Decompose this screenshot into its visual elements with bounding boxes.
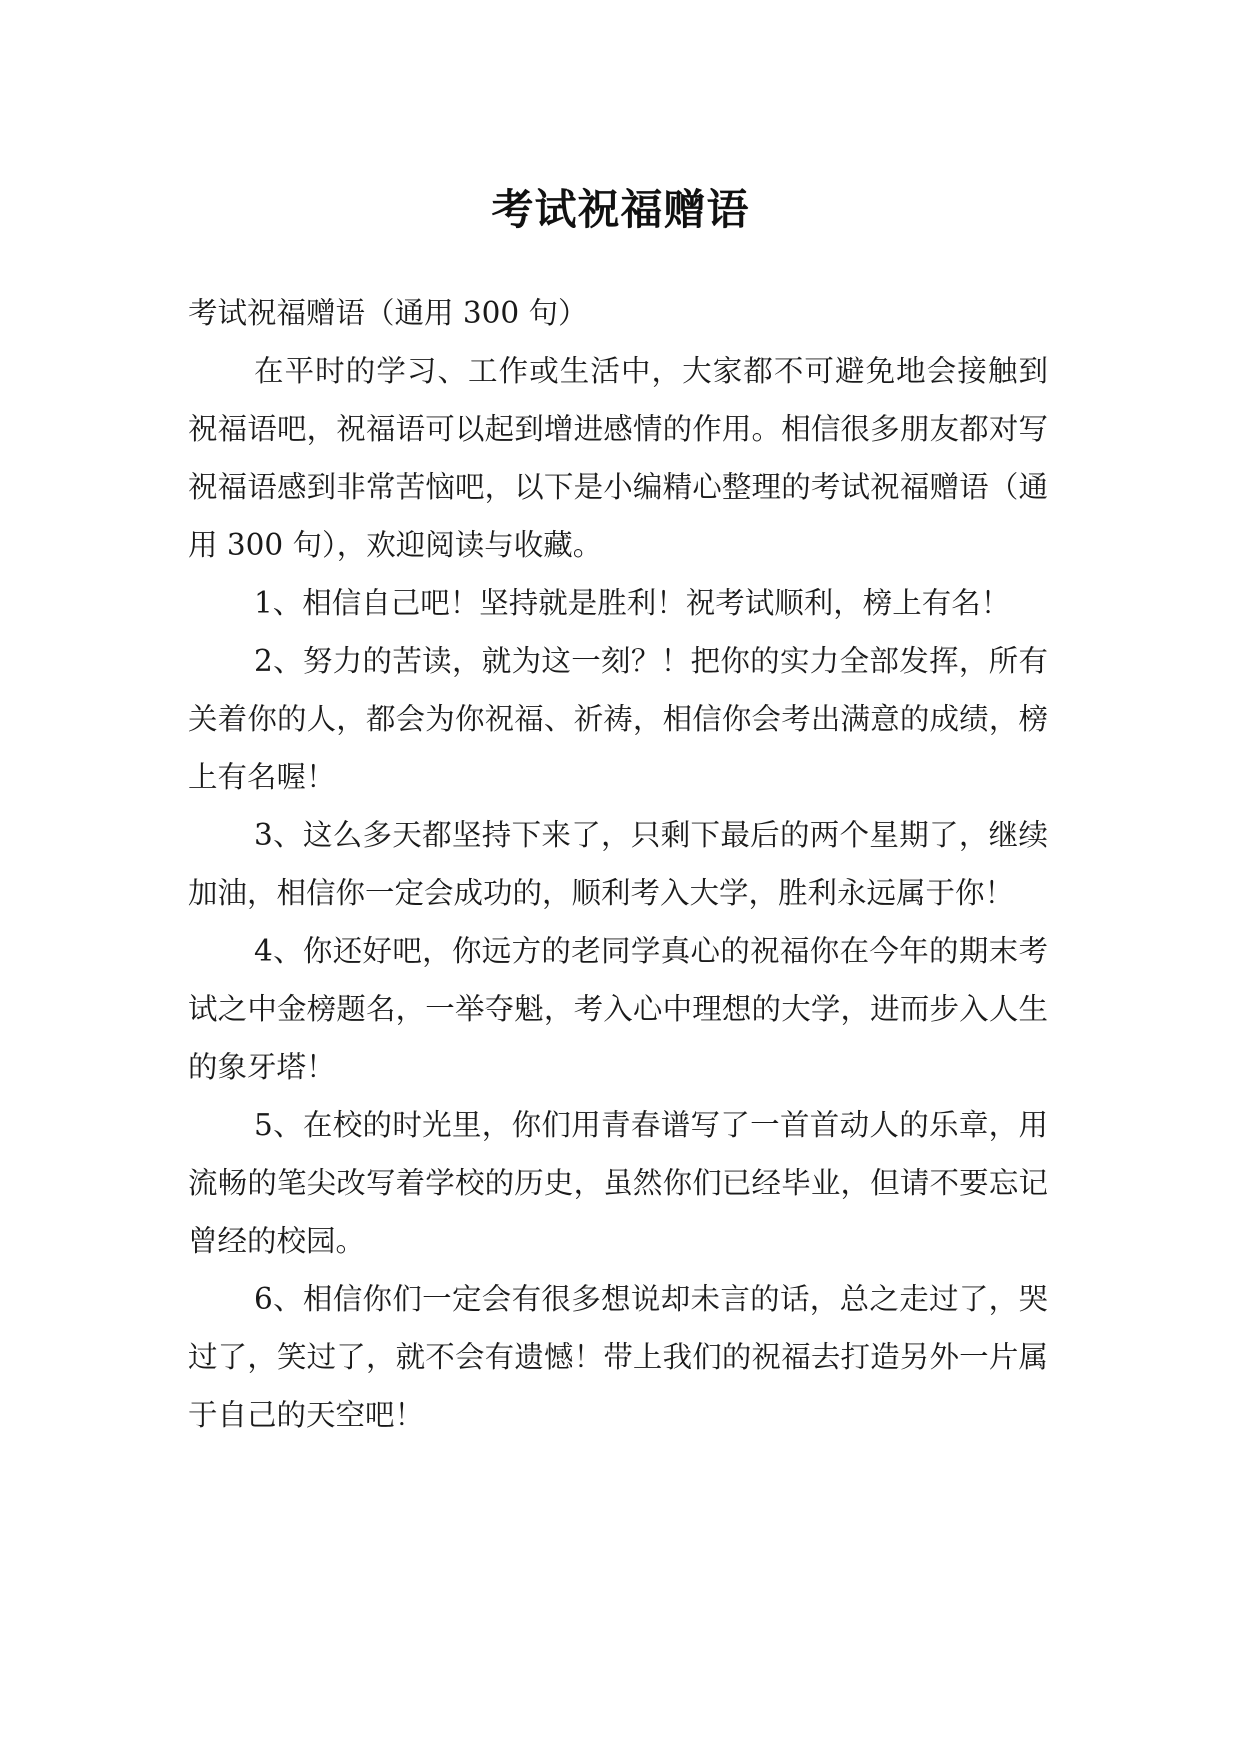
blessing-item-4: 4、你还好吧，你远方的老同学真心的祝福你在今年的期末考试之中金榜题名，一举夺魁，考入心中理想的大学，进而步入人生的象牙塔！: [188, 934, 1048, 1084]
blessing-item-3: 3、这么多天都坚持下来了，只剩下最后的两个星期了，继续加油，相信你一定会成功的，顺利考入大学，胜利永远属于你！: [188, 818, 1048, 910]
blessing-item-5: 5、在校的时光里，你们用青春谱写了一首首动人的乐章，用流畅的笔尖改写着学校的历史，虽然你们已经毕业，但请不要忘记曾经的校园。: [188, 1108, 1048, 1258]
document-subtitle: 考试祝福赠语（通用 300 句）: [188, 296, 588, 330]
blessing-item-6: 6、相信你们一定会有很多想说却未言的话，总之走过了，哭过了，笑过了，就不会有遗憾！带上我们的祝福去打造另外一片属于自己的天空吧！: [188, 1282, 1048, 1432]
intro-paragraph: 在平时的学习、工作或生活中，大家都不可避免地会接触到祝福语吧，祝福语可以起到增进感情的作用。相信很多朋友都对写祝福语感到非常苦恼吧，以下是小编精心整理的考试祝福赠语（通用 300 句），欢迎阅读与收藏。: [188, 354, 1048, 562]
blessing-item-2: 2、努力的苦读，就为这一刻？！把你的实力全部发挥，所有关着你的人，都会为你祝福、祈祷，相信你会考出满意的成绩，榜上有名喔！: [188, 644, 1048, 794]
page-title: 考试祝福赠语: [491, 185, 750, 235]
blessing-item-1: 1、相信自己吧！坚持就是胜利！祝考试顺利，榜上有名！: [254, 586, 1011, 620]
document-body: [188, 284, 1048, 1444]
